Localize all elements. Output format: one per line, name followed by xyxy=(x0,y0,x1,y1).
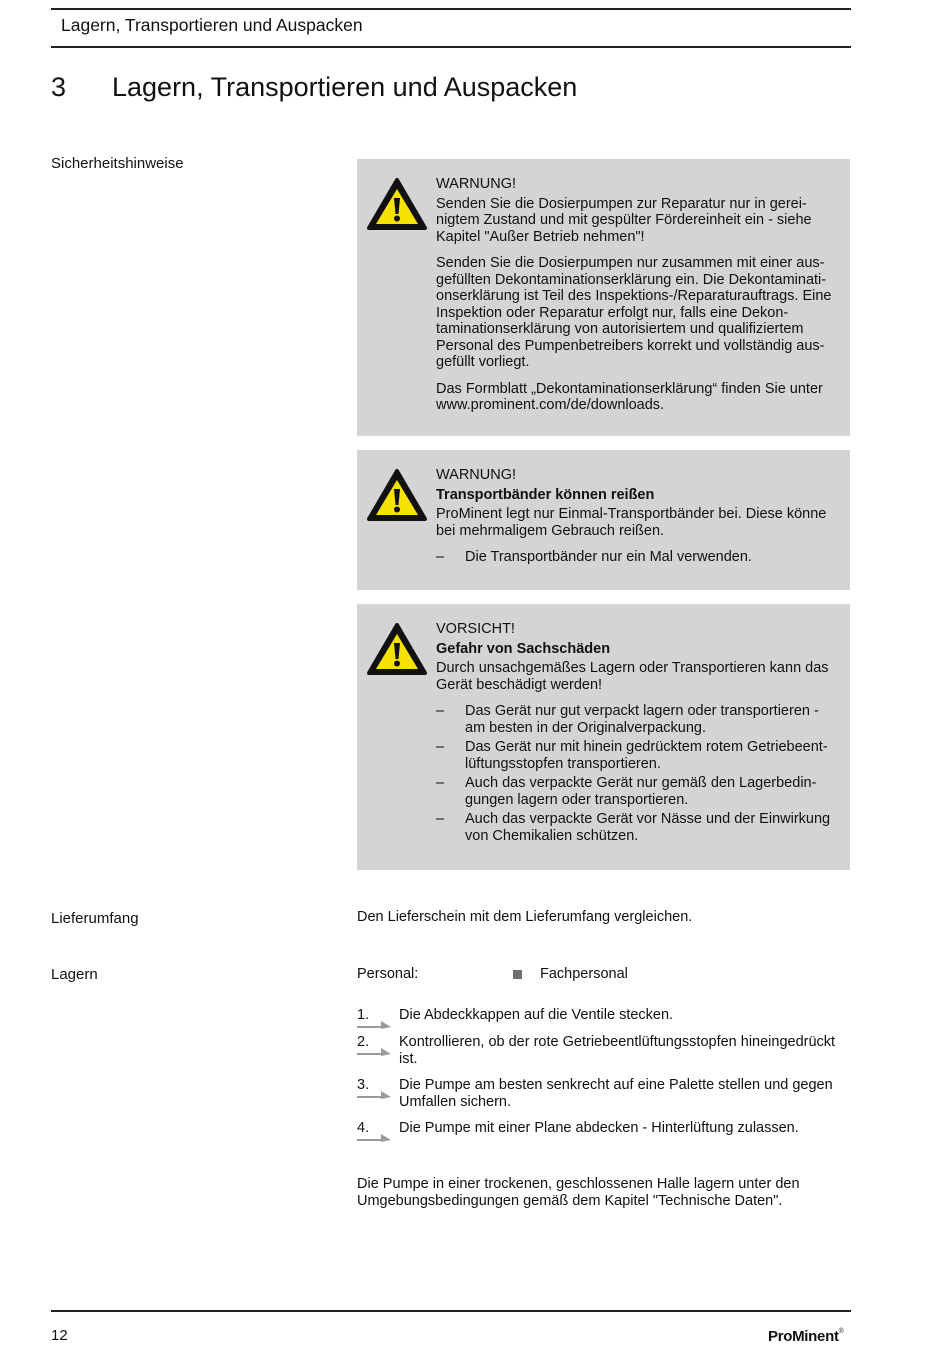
warning-list xyxy=(436,703,840,844)
warning-triangle-icon xyxy=(366,468,428,522)
warning-paragraph: Senden Sie die Dosierpumpen nur zusammen mit einer aus-gefüllten Dekontaminationserklärung ein. Die Dekontaminati-onserklärung ist Teil des Inspektions-/Reparaturauftrags. Eine Inspektion oder Reparatur erfolgt nur, falls eine Dekon-taminationserklärung von autorisiertem und qualifiziertem Personal des Pumpenbetreibers korrekt und vollständig aus-gefüllt vorliegt. xyxy=(436,255,832,370)
warning-paragraph: ProMinent legt nur Einmal-Transportbänder bei. Diese könne bei mehrmaligem Gebrauch reißen. xyxy=(436,506,827,539)
storage-conditions-text: Die Pumpe in einer trockenen, geschlossenen Halle lagern unter den Umgebungsbedingungen gemäß dem Kapitel "Technische Daten". xyxy=(357,1176,800,1209)
section-label-safety: Sicherheitshinweise xyxy=(51,155,184,172)
step-number: 1. xyxy=(357,1007,393,1027)
warning-headline: Gefahr von Sachschäden xyxy=(436,640,611,657)
brand-logo: ProMinent® xyxy=(768,1328,844,1345)
footer-rule xyxy=(51,1310,851,1312)
step-arrow-icon xyxy=(357,1048,393,1056)
warning-paragraph: Das Formblatt „Dekontaminationserklärung“ finden Sie unter www.prominent.com/de/downloads. xyxy=(436,380,823,413)
instruction-step xyxy=(357,1034,850,1068)
signal-word: VORSICHT! xyxy=(436,621,515,637)
chapter-title: Lagern, Transportieren und Auspacken xyxy=(112,72,578,102)
staff-label: Personal: xyxy=(357,966,419,982)
step-text: Die Abdeckkappen auf die Ventile stecken. xyxy=(399,1007,674,1023)
step-arrow-icon xyxy=(357,1091,393,1099)
signal-word: WARNUNG! xyxy=(436,176,517,192)
square-bullet-icon xyxy=(513,970,522,979)
delivery-text: Den Lieferschein mit dem Lieferumfang vergleichen. xyxy=(357,909,693,925)
list-item: – Auch das verpackte Gerät nur gemäß den Lagerbedin-gungen lagern oder transportieren. xyxy=(436,775,840,808)
signal-word: WARNUNG! xyxy=(436,467,517,483)
list-item: – Die Transportbänder nur ein Mal verwenden. xyxy=(436,549,840,566)
header-rule-bottom xyxy=(51,46,851,48)
step-number: 2. xyxy=(357,1034,393,1054)
warning-triangle-icon xyxy=(366,622,428,676)
running-header: Lagern, Transportieren und Auspacken xyxy=(61,15,363,35)
caution-box-property-damage xyxy=(357,604,850,870)
step-text: Kontrollieren, ob der rote Getriebeentlüftungsstopfen hineingedrückt ist. xyxy=(399,1034,836,1067)
warning-box-decontamination xyxy=(357,159,850,436)
step-number: 3. xyxy=(357,1077,393,1097)
section-label-delivery: Lieferumfang xyxy=(51,910,139,927)
step-arrow-icon xyxy=(357,1021,393,1029)
staff-value: Fachpersonal xyxy=(540,966,628,982)
list-item: – Das Gerät nur gut verpackt lagern oder transportieren - am besten in der Originalverpackung. xyxy=(436,703,840,736)
list-item: – Das Gerät nur mit hinein gedrücktem rotem Getriebeent-lüftungsstopfen transportieren. xyxy=(436,739,840,772)
warning-headline: Transportbänder können reißen xyxy=(436,486,655,503)
step-text: Die Pumpe am besten senkrecht auf eine Palette stellen und gegen Umfallen sichern. xyxy=(399,1077,833,1110)
instruction-step xyxy=(357,1077,850,1111)
section-label-storage: Lagern xyxy=(51,966,98,983)
list-item: – Auch das verpackte Gerät vor Nässe und der Einwirkung von Chemikalien schützen. xyxy=(436,811,840,844)
warning-paragraph: Durch unsachgemäßes Lagern oder Transportieren kann das Gerät beschädigt werden! xyxy=(436,660,829,693)
warning-box-transport-straps xyxy=(357,450,850,590)
step-arrow-icon xyxy=(357,1134,393,1142)
step-text: Die Pumpe mit einer Plane abdecken - Hinterlüftung zulassen. xyxy=(399,1120,799,1136)
page-number: 12 xyxy=(51,1327,68,1344)
chapter-number: 3 xyxy=(51,72,67,102)
instruction-step xyxy=(357,1120,850,1137)
warning-paragraph: Senden Sie die Dosierpumpen zur Reparatur nur in gerei-nigtem Zustand und mit gespülter Fördereinheit ein - siehe Kapitel "Außer Betrieb nehmen"! xyxy=(436,195,812,245)
warning-list xyxy=(436,549,840,566)
header-rule-top xyxy=(51,8,851,10)
warning-triangle-icon xyxy=(366,177,428,231)
step-number: 4. xyxy=(357,1120,393,1140)
instruction-step xyxy=(357,1007,850,1024)
